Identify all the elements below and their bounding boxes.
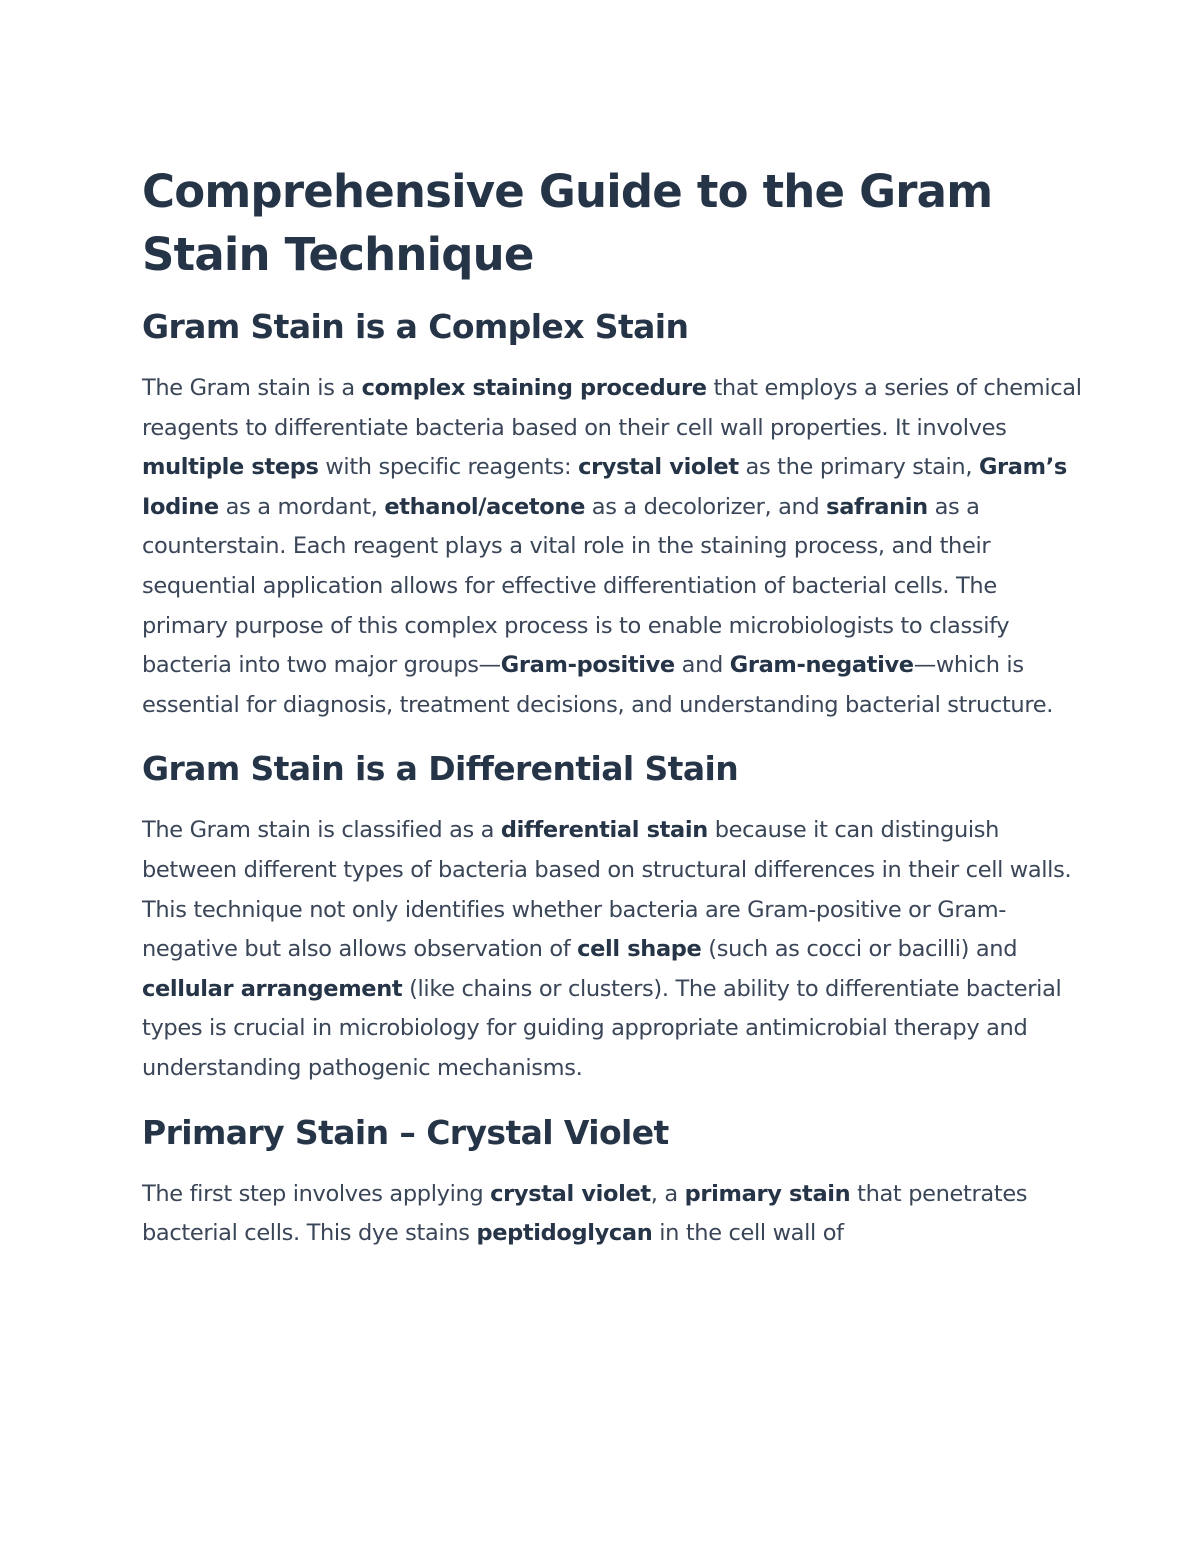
section-heading-primary-stain: Primary Stain – Crystal Violet — [142, 1112, 669, 1152]
text-run: The Gram stain is classified as a — [142, 817, 501, 844]
text-run: (such as cocci or bacilli) and — [701, 936, 1018, 963]
emphasized-term: differential stain — [500, 817, 708, 844]
section-heading-differential-stain: Gram Stain is a Differential Stain — [142, 749, 739, 789]
text-run: as a counterstain. Each reagent plays a vital role in the staining process, and their sequential application allows for effective differentiation of bacterial cells. The primary purpose of this complex process is to enable microbiologists to classify bacteria into two major groups— — [142, 493, 1010, 679]
text-run: because it can distinguish between different types of bacteria based on structural differences in their cell walls. This technique not only identifies whether bacteria are Gram-positive or Gram-negative but also allows observation of — [142, 817, 1072, 963]
text-run: in the cell wall of — [652, 1220, 844, 1247]
text-run: The Gram stain is a — [142, 375, 362, 401]
text-run: that penetrates bacterial cells. This dye stains — [142, 1180, 1028, 1247]
text-run: that employs a series of chemical reagents to differentiate bacteria based on their cell wall properties. It involves — [142, 375, 1082, 441]
emphasized-term: Gram’s Iodine — [142, 454, 1067, 520]
section-paragraph-differential-stain — [142, 811, 1082, 1088]
emphasized-term: crystal violet — [578, 454, 739, 481]
emphasized-term: safranin — [826, 493, 928, 520]
text-run: (like chains or clusters). The ability to differentiate bacterial types is crucial in microbiology for guiding appropriate antimicrobial therapy and understanding pathogenic mechanisms. — [142, 975, 1062, 1081]
page-title: Comprehensive Guide to the Gram Stain Technique — [142, 165, 993, 281]
text-run: as the primary stain, — [738, 454, 979, 481]
emphasized-term: cell shape — [577, 936, 702, 963]
section-paragraph-primary-stain — [142, 1175, 1082, 1254]
text-run: with specific reagents: — [318, 454, 579, 481]
text-run: —which is essential for diagnosis, treatment decisions, and understanding bacterial structure. — [142, 652, 1054, 718]
emphasized-term: multiple steps — [142, 454, 319, 481]
section-paragraph-complex-stain — [142, 369, 1082, 725]
text-run: and — [674, 652, 730, 679]
text-run: as a mordant, — [218, 493, 385, 520]
emphasized-term: peptidoglycan — [476, 1220, 653, 1247]
emphasized-term: Gram-negative — [729, 652, 914, 679]
text-run: as a decolorizer, and — [584, 493, 827, 520]
section-heading-complex-stain: Gram Stain is a Complex Stain — [142, 307, 689, 346]
emphasized-term: cellular arrangement — [142, 975, 403, 1002]
emphasized-term: complex staining procedure — [361, 375, 707, 401]
text-run: , a — [650, 1180, 685, 1207]
emphasized-term: ethanol/acetone — [384, 493, 585, 520]
emphasized-term: crystal violet — [490, 1180, 651, 1207]
document-page — [142, 160, 1082, 1254]
text-run: The first step involves applying — [142, 1180, 491, 1207]
emphasized-term: primary stain — [684, 1180, 851, 1207]
emphasized-term: Gram-positive — [500, 652, 675, 679]
